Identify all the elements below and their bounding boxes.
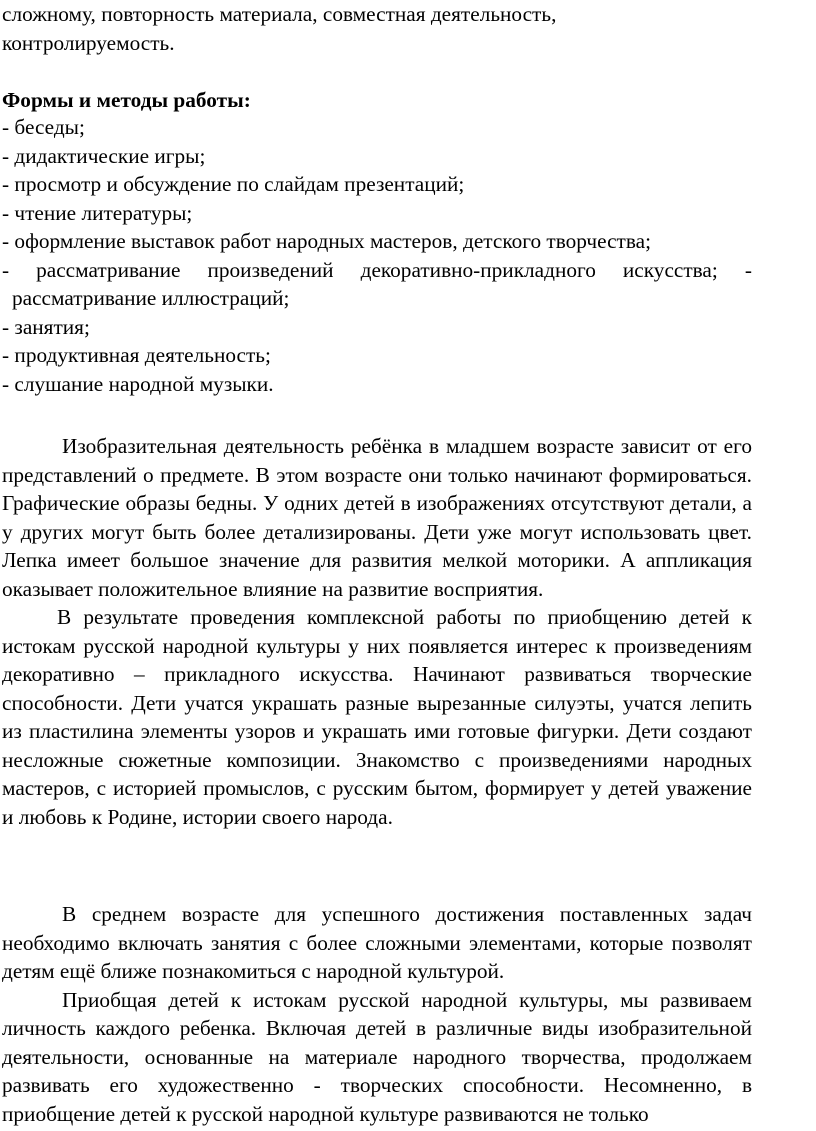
paragraph-3: В среднем возрасте для успешного достижения поставленных задач необходимо включать занятия с более сложными элементами, которые позволят детям ещё ближе познакомиться с народной культурой. [2, 902, 752, 983]
methods-list [2, 113, 752, 398]
paragraph-4: Приобщая детей к истокам русской народной культуры, мы развиваем личность каждого ребенка. Включая детей в различные виды изобразительной деятельности, основанные на материале народного творчества, продолжаем развивать его художественно - творческих способности. Несомненно, в приобщение детей к русской народной культуре развиваются не только [2, 987, 752, 1126]
list-item: - чтение литературы; [2, 200, 193, 225]
word: искусства; [622, 257, 718, 282]
word: - [744, 257, 752, 282]
intro-block [2, 0, 752, 57]
list-item: - просмотр и обсуждение по слайдам презентаций; [2, 172, 465, 196]
intro-line: контролируемость. [2, 30, 175, 55]
wide-item-line [2, 256, 752, 285]
list-item: - дидактические игры; [2, 143, 206, 168]
methods-heading: Формы и методы работы: [2, 88, 251, 112]
paragraphs-block-2 [2, 900, 752, 1128]
word: декоративно-прикладного [360, 257, 596, 282]
paragraphs-block-1 [2, 432, 752, 831]
list-item: - занятия; [2, 314, 90, 339]
paragraph-2: В результате проведения комплексной работы по приобщению детей к истокам русской народной культуры у них появляется интерес к произведениям декоративно – прикладного искусства. Начинают развиваться творческие способности. Дети учатся украшать разные вырезанные силуэты, учатся лепить из пластилина элементы узоров и украшать ими готовые фигурки. Дети создают несложные сюжетные композиции. Знакомство с произведениями народных мастеров, с историей промыслов, с русским бытом, формирует у детей уважение и любовь к Родине, истории своего народа. [2, 605, 752, 829]
word: рассматривание [36, 257, 181, 282]
wide-item-continuation: рассматривание иллюстраций; [12, 286, 290, 310]
word: - [2, 257, 10, 282]
list-item: - беседы; [2, 115, 85, 139]
intro-line: сложному, повторность материала, совместная деятельность, [2, 2, 557, 26]
list-item: - слушание народной музыки. [2, 371, 274, 396]
list-item: - продуктивная деятельность; [2, 343, 271, 367]
list-item-wide [2, 256, 752, 313]
list-item: - оформление выставок работ народных мастеров, детского творчества; [2, 229, 651, 253]
paragraph-1: Изобразительная деятельность ребёнка в младшем возрасте зависит от его представлений о предмете. В этом возрасте они только начинают формироваться. Графические образы бедны. У одних детей в изображениях отсутствуют детали, а у других могут быть более детализированы. Дети уже могут использовать цвет. Лепка имеет большое значение для развития мелкой моторики. А аппликация оказывает положительное влияние на развитие восприятия. [2, 434, 752, 601]
word: произведений [207, 257, 334, 282]
